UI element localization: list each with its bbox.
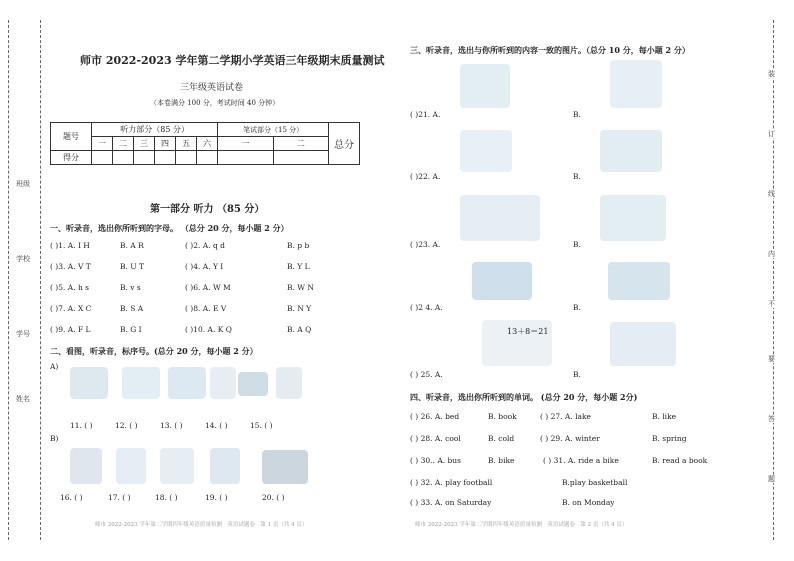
score-cell[interactable] (92, 151, 113, 165)
margin-char: 装 (768, 70, 775, 78)
question-10-b: B. A Q (287, 325, 312, 334)
picture-25b-classroom (610, 322, 676, 366)
score-cell[interactable] (155, 151, 176, 165)
blank-20[interactable]: 20. ( ) (262, 493, 285, 502)
picture-15 (238, 372, 268, 396)
question-27: ( ) 27. A. lake (540, 412, 591, 421)
question-31: ( ) 31. A. ride a bike (543, 456, 619, 465)
table-col-4: 四 (155, 137, 176, 151)
binding-line (773, 20, 774, 540)
section-1-title: 一、听录音，选出你所听到的字母。 （总分 20 分，每小题 2 分） (50, 223, 289, 233)
table-header-writing: 笔试部分（15 分） (218, 123, 329, 137)
question-32-b: B.play basketball (562, 478, 628, 487)
margin-label-class: 班级 (16, 180, 30, 188)
question-4-b: B. Y L (287, 262, 310, 271)
group-a-label: A) (50, 362, 59, 371)
table-col-3: 三 (134, 137, 155, 151)
page-1-footer: 师市 2022-2023 学年第二学期四年级英语质量检测 英语试题卷 第 1 页（共 4 页） (95, 522, 308, 528)
table-col-1: 一 (92, 137, 113, 151)
blank-16[interactable]: 16. ( ) (60, 493, 83, 502)
margin-char: 线 (768, 190, 775, 198)
picture-23a-walking (460, 195, 540, 241)
picture-25a-math-board (482, 320, 552, 366)
question-3-b: B. U T (120, 262, 144, 271)
margin-label-school: 学校 (16, 255, 30, 263)
question-26: ( ) 26. A. bed (410, 412, 460, 421)
picture-24a-dog-box (472, 262, 532, 300)
picture-23b-bike (600, 195, 666, 241)
question-25-b: B. (573, 370, 581, 379)
question-28-b: B. cold (488, 434, 515, 443)
question-8-b: B. N Y (287, 304, 312, 313)
margin-char: 不 (768, 300, 775, 308)
question-6-b: B. W N (287, 283, 314, 292)
question-33-b: B. on Monday (562, 498, 615, 507)
question-5: ( )5. A. h s (50, 283, 90, 292)
table-col-6: 六 (197, 137, 218, 151)
question-24-b: B. (573, 303, 581, 312)
score-cell[interactable] (218, 151, 273, 165)
page-1 (50, 0, 395, 561)
question-9: ( )9. A. F L (50, 325, 91, 334)
question-26-b: B. book (488, 412, 517, 421)
binding-line (8, 20, 9, 540)
question-31-b: B. read a book (652, 456, 708, 465)
page-2-footer: 师市 2022-2023 学年第二学期四年级英语质量检测 英语试题卷 第 2 页（共 4 页） (415, 522, 628, 528)
question-27-b: B. like (652, 412, 677, 421)
question-28: ( ) 28. A. cool (410, 434, 461, 443)
question-25-a: ( ) 25. A. (410, 370, 443, 379)
section-4-title: 四、听录音，选出你所听到的单词。 (总分 20 分，每小题 2分) (410, 392, 638, 402)
question-8: ( )8. A. E V (185, 304, 227, 313)
table-col-5: 五 (176, 137, 197, 151)
table-score-label: 得分 (51, 151, 92, 165)
question-9-b: B. G I (120, 325, 142, 334)
picture-14 (210, 367, 236, 399)
question-7: ( )7. A. X C (50, 304, 92, 313)
exam-subtitle: 三年级英语试卷 (180, 83, 244, 93)
question-22-b: B. (573, 172, 581, 181)
table-header-listening: 听力部分（85 分） (92, 123, 218, 137)
question-7-b: B. S A (120, 304, 144, 313)
picture-22b-skating (600, 130, 662, 172)
question-22-a: ( )22. A. (410, 172, 441, 181)
margin-label-name: 姓名 (16, 395, 30, 403)
score-cell[interactable] (273, 151, 328, 165)
margin-label-id: 学号 (16, 330, 30, 338)
table-col-7: 一 (218, 137, 273, 151)
blank-17[interactable]: 17. ( ) (108, 493, 131, 502)
score-cell[interactable] (197, 151, 218, 165)
margin-char: 订 (768, 130, 775, 138)
picture-16 (70, 448, 102, 484)
left-binding-margin (0, 0, 50, 561)
binding-line (40, 20, 41, 540)
score-table (50, 122, 360, 165)
exam-note: （本卷满分 100 分，考试时间 40 分钟） (150, 99, 280, 107)
question-21-a: ( )21. A. (410, 110, 441, 119)
question-33: ( ) 33. A. on Saturday (410, 498, 492, 507)
exam-title: 师市 2022-2023 学年第二学期小学英语三年级期末质量测试 (80, 54, 385, 67)
question-6: ( )6. A. W M (185, 283, 231, 292)
group-b-label: B) (50, 434, 59, 443)
blank-18[interactable]: 18. ( ) (155, 493, 178, 502)
table-col-8: 二 (273, 137, 328, 151)
question-24-a: ( )2 4. A. (410, 303, 443, 312)
blank-14[interactable]: 14. ( ) (205, 421, 228, 430)
blank-15[interactable]: 15. ( ) (250, 421, 273, 430)
question-32: ( ) 32. A. play football (410, 478, 493, 487)
table-col-2: 二 (113, 137, 134, 151)
picture-21b-kite (610, 60, 662, 108)
question-30: ( ) 30.. A. bus (410, 456, 461, 465)
page-2 (410, 0, 740, 561)
question-23-b: B. (573, 240, 581, 249)
right-binding-margin (745, 0, 794, 561)
picture-20-bus (262, 450, 308, 484)
blank-13[interactable]: 13. ( ) (160, 421, 183, 430)
question-10: ( )10. A. K Q (185, 325, 232, 334)
blank-19[interactable]: 19. ( ) (205, 493, 228, 502)
margin-char: 要 (768, 355, 775, 363)
section-2-title: 二、看图，听录音，标序号。(总分 20 分，每小题 2 分） (50, 346, 258, 356)
question-1-b: B. A R (120, 241, 144, 250)
question-4: ( )4. A. Y I (185, 262, 224, 271)
picture-13 (168, 367, 206, 399)
table-header-total: 总分 (329, 123, 360, 165)
score-cell[interactable] (176, 151, 197, 165)
picture-11 (70, 367, 108, 399)
picture-22a-snowman (460, 130, 512, 172)
question-21-b: B. (573, 110, 581, 119)
board-text: 13＋8＝21 (507, 327, 549, 336)
question-30-b: B. bike (488, 456, 515, 465)
question-5-b: B. v s (120, 283, 141, 292)
question-1: ( )1. A. I H (50, 241, 90, 250)
question-29-b: B. spring (652, 434, 687, 443)
margin-char: 题 (768, 475, 775, 483)
part-title: 第一部分 听力 （85 分） (150, 204, 265, 215)
score-cell[interactable] (113, 151, 134, 165)
picture-19 (210, 448, 240, 484)
question-2: ( )2. A. q d (185, 241, 225, 250)
question-2-b: B. p b (287, 241, 310, 250)
picture-17 (116, 448, 146, 484)
picture-21a-fishing (460, 64, 510, 108)
question-23-a: ( )23. A. (410, 240, 441, 249)
picture-18 (160, 448, 194, 484)
section-3-title: 三、听录音，选出与你所听到的内容一致的图片。（总分 10 分，每小题 2 分） (410, 45, 690, 55)
score-cell[interactable] (134, 151, 155, 165)
table-header-number: 题号 (51, 123, 92, 151)
picture-24b-cat-box (608, 262, 670, 300)
blank-11[interactable]: 11. ( ) (70, 421, 93, 430)
picture-extra-a (276, 367, 302, 399)
margin-char: 内 (768, 250, 775, 258)
picture-12 (122, 367, 160, 399)
blank-12[interactable]: 12. ( ) (115, 421, 138, 430)
margin-char: 答 (768, 415, 775, 423)
question-29: ( ) 29. A. winter (540, 434, 600, 443)
question-3: ( )3. A. V T (50, 262, 91, 271)
